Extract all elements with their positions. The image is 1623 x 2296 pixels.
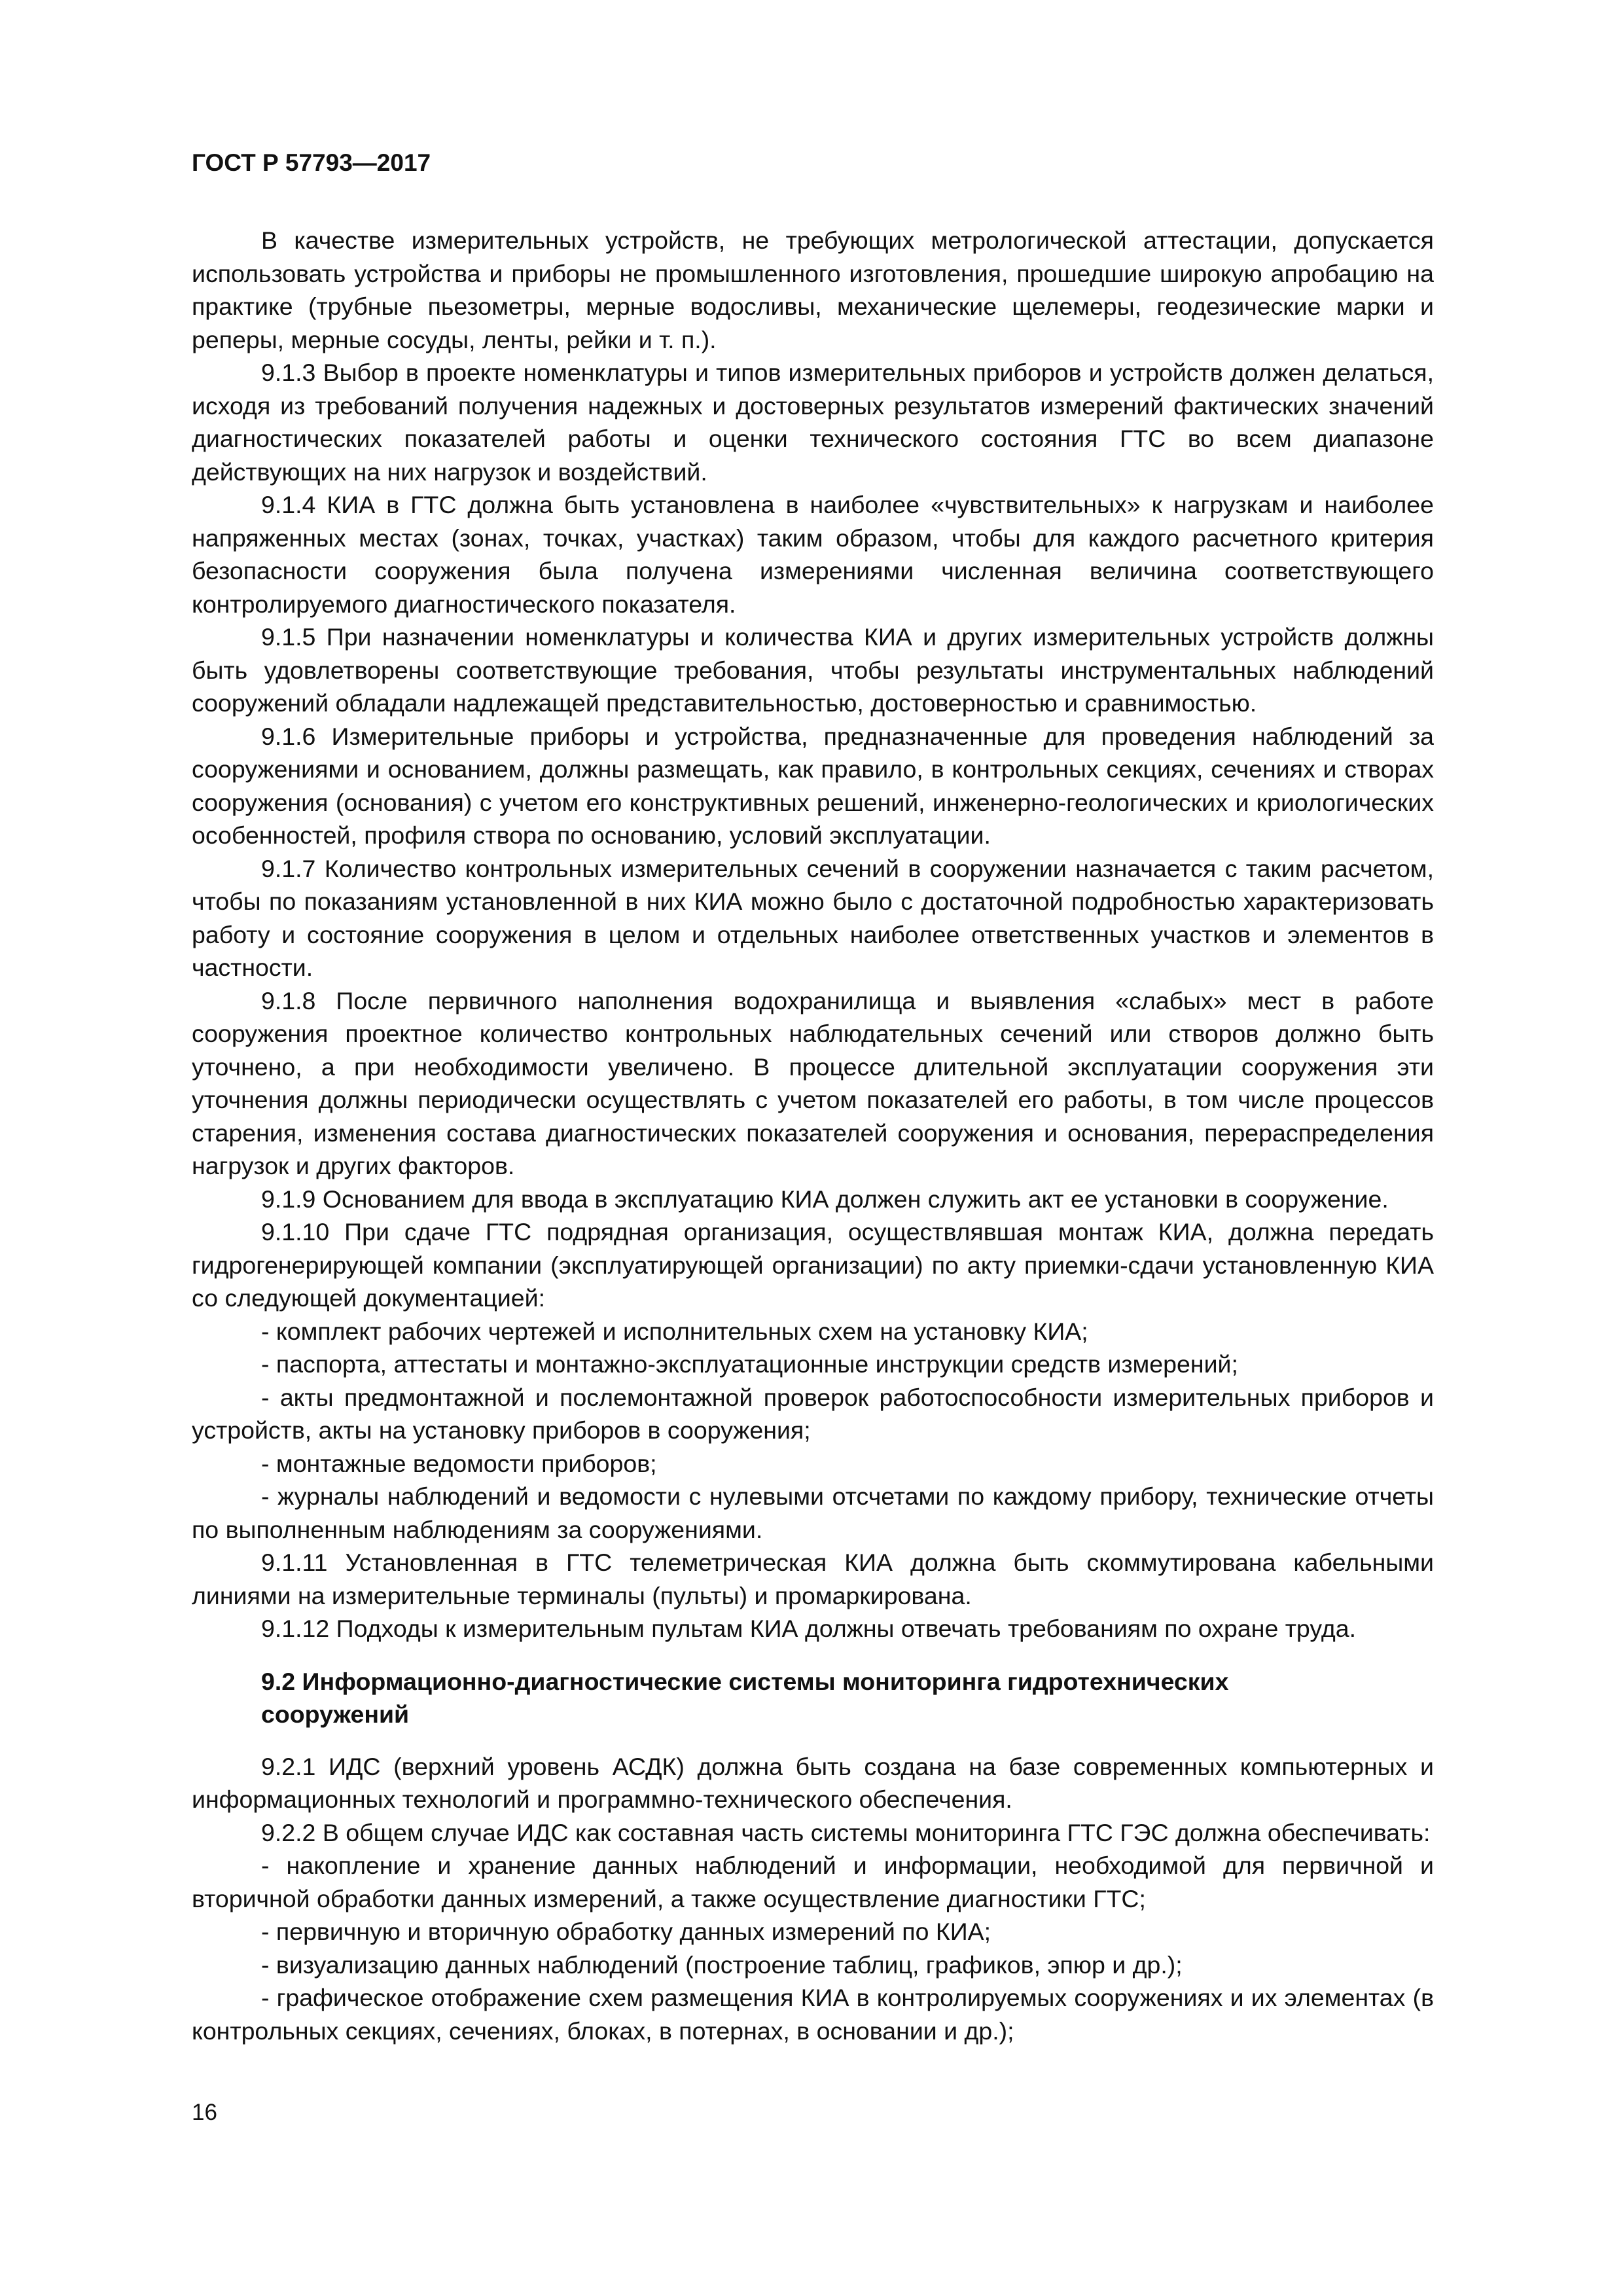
clause-9-1-6: 9.1.6 Измерительные приборы и устройства, предназначенные для проведения наблюдений за сооружениями и основанием, должны размещать, как правило, в контрольных секциях, сечениях и створах сооружения (основания) с учетом его конструктивных решений, инженерно-геологических и криологических особенностей, профиля створа по основанию, условий эксплуатации.	[192, 722, 1434, 849]
document-code-header: ГОСТ Р 57793—2017	[192, 149, 431, 176]
clause-9-1-12: 9.1.12 Подходы к измерительным пультам КИА должны отвечать требованиям по охране труда.	[261, 1615, 1356, 1642]
clause-9-1-7: 9.1.7 Количество контрольных измерительных сечений в сооружении назначается с таким расчетом, чтобы по показаниям установленной в них КИА можно было с достаточной подробностью характеризовать работу и состояние сооружения в целом и отдельных наиболее ответственных участков и элементов в частности.	[192, 854, 1434, 981]
clause-9-2-2: 9.2.2 В общем случае ИДС как составная часть системы мониторинга ГТС ГЭС должна обеспечивать:	[261, 1818, 1431, 1846]
clause-9-1-11: 9.1.11 Установленная в ГТС телеметрическая КИА должна быть скоммутирована кабельными линиями на измерительные терминалы (пульты) и промаркирована.	[192, 1549, 1434, 1609]
list-item: - монтажные ведомости приборов;	[261, 1449, 657, 1477]
clause-9-1-8: 9.1.8 После первичного наполнения водохранилища и выявления «слабых» мест в работе сооружения проектное количество контрольных наблюдательных сечений или створов должно быть уточнено, а при необходимости увеличено. В процессе длительной эксплуатации сооружения эти уточнения должны периодически осуществлять с учетом показателей его работы, в том числе процессов старения, изменения состава диагностических показателей сооружения и основания, перераспределения нагрузок и других факторов.	[192, 986, 1434, 1179]
list-item: - графическое отображение схем размещения КИА в контролируемых сооружениях и их элементах (в контрольных секциях, сечениях, блоках, в потернах, в основании и др.);	[192, 1984, 1434, 2045]
list-item: - акты предмонтажной и послемонтажной проверок работоспособности измерительных приборов и устройств, акты на установку приборов в сооружения;	[192, 1383, 1434, 1444]
page-number: 16	[192, 2100, 217, 2125]
list-item: - паспорта, аттестаты и монтажно-эксплуатационные инструкции средств измерений;	[261, 1350, 1238, 1378]
clause-9-1-9: 9.1.9 Основанием для ввода в эксплуатацию КИА должен служить акт ее установки в сооружение.	[261, 1185, 1389, 1213]
list-item: - визуализацию данных наблюдений (построение таблиц, графиков, эпюр и др.);	[261, 1950, 1183, 1979]
list-item: - журналы наблюдений и ведомости с нулевыми отсчетами по каждому прибору, технические отчеты по выполненным наблюдениям за сооружениями.	[192, 1482, 1434, 1543]
section-heading-9-2: 9.2 Информационно-диагностические системы мониторинга гидротехнических сооружений	[261, 1667, 1229, 1728]
body-paragraph: В качестве измерительных устройств, не требующих метрологической аттестации, допускается использовать устройства и приборы не промышленного изготовления, прошедшие широкую апробацию на практике (трубные пьезометры, мерные водосливы, механические щелемеры, геодезические марки и реперы, мерные сосуды, ленты, рейки и т. п.).	[192, 226, 1434, 353]
clause-9-1-3: 9.1.3 Выбор в проекте номенклатуры и типов измерительных приборов и устройств должен делаться, исходя из требований получения надежных и достоверных результатов измерений фактических значений диагностических показателей работы и оценки технического состояния ГТС во всем диапазоне действующих на них нагрузок и воздействий.	[192, 359, 1434, 486]
clause-9-1-10: 9.1.10 При сдаче ГТС подрядная организация, осуществлявшая монтаж КИА, должна передать гидрогенерирующей компании (эксплуатирующей организации) по акту приемки-сдачи установленную КИА со следующей документацией:	[192, 1218, 1434, 1312]
clause-9-1-5: 9.1.5 При назначении номенклатуры и количества КИА и других измерительных устройств должны быть удовлетворены соответствующие требования, чтобы результаты инструментальных наблюдений сооружений обладали надлежащей представительностью, достоверностью и сравнимостью.	[192, 623, 1434, 717]
list-item: - первичную и вторичную обработку данных измерений по КИА;	[261, 1918, 991, 1945]
list-item: - комплект рабочих чертежей и исполнительных схем на установку КИА;	[261, 1317, 1088, 1345]
clause-9-2-1: 9.2.1 ИДС (верхний уровень АСДК) должна быть создана на базе современных компьютерных и информационных технологий и программно-технического обеспечения.	[192, 1752, 1434, 1813]
document-body	[192, 224, 1434, 2047]
clause-9-1-4: 9.1.4 КИА в ГТС должна быть установлена в наиболее «чувствительных» к нагрузкам и наиболее напряженных местах (зонах, точках, участках) таким образом, чтобы для каждого расчетного критерия безопасности сооружения была получена измерениями численная величина соответствующего контролируемого диагностического показателя.	[192, 491, 1434, 618]
list-item: - накопление и хранение данных наблюдений и информации, необходимой для первичной и вторичной обработки данных измерений, а также осуществление диагностики ГТС;	[192, 1852, 1434, 1912]
